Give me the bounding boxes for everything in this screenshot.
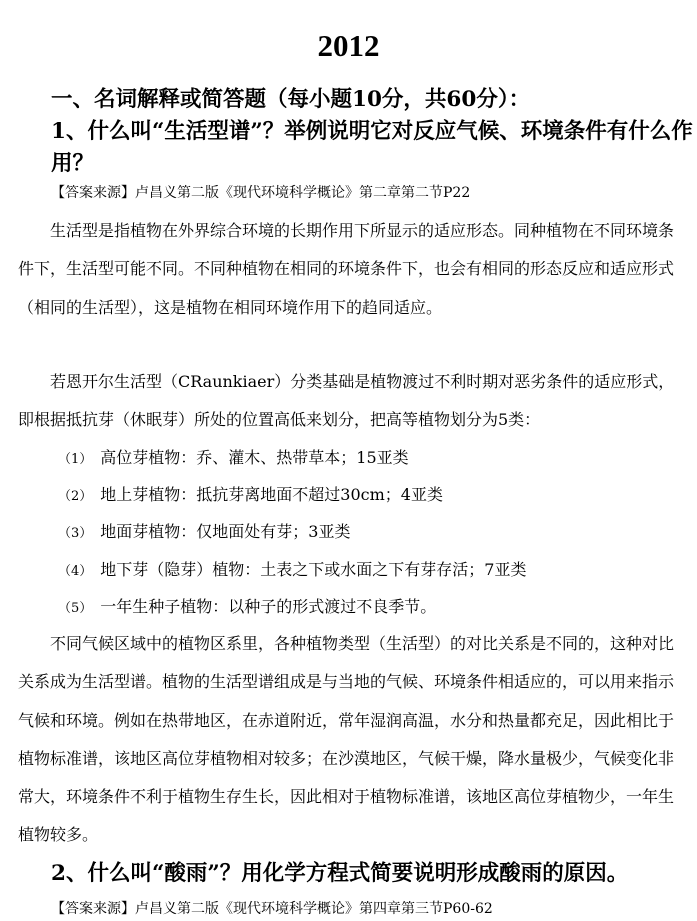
answer-paragraph-1: 生活型是指植物在外界综合环境的长期作用下所显示的适应形态。同种植物在不同环境条件下，生活型可能不同。不同种植物在相同的环境条件下，也会有相同的形态反应和适应形式（相同的生活型），这是植物在相同环境作用下的趋同适应。 — [18, 221, 675, 317]
list-item-number: （4） — [58, 564, 93, 579]
section-heading: 一、名词解释或简答题（每小题10分，共60分）： — [51, 87, 531, 112]
list-item — [58, 485, 443, 507]
list-item — [58, 597, 436, 619]
answer-paragraph-2: 若恩开尔生活型（CRaunkiaer）分类基础是植物渡过不利时期对恶劣条件的适应形式，即根据抵抗芽（休眠芽）所处的位置高低来划分，把高等植物划分为5类： — [18, 372, 675, 430]
list-item — [58, 448, 409, 470]
list-item — [58, 522, 350, 544]
list-item — [58, 560, 526, 582]
list-item-text: 地面芽植物：仅地面处有芽；3亚类 — [100, 522, 351, 541]
list-item-number: （3） — [58, 526, 93, 541]
year-heading: 2012 — [317, 28, 380, 63]
answer-paragraph-3: 不同气候区域中的植物区系里，各种植物类型（生活型）的对比关系是不同的，这种对比关系成为生活型谱。植物的生活型谱组成是与当地的气候、环境条件相适应的，可以用来指示气候和环境。例如在热带地区，在赤道附近，常年湿润高温，水分和热量都充足，因此相比于植物标准谱，该地区高位芽植物相对较多；在沙漠地区，气候干燥，降水量极少，气候变化非常大，环境条件不利于植物生存生长，因此相对于植物标准谱，该地区高位芽植物少，一年生植物较多。 — [18, 634, 675, 845]
question-2-title: 2、什么叫“酸雨”？用化学方程式简要说明形成酸雨的原因。 — [51, 861, 629, 886]
question-2-source: 【答案来源】卢昌义第二版《现代环境科学概论》第四章第三节P60-62 — [51, 901, 493, 917]
list-item-text: 地下芽（隐芽）植物：土表之下或水面之下有芽存活；7亚类 — [100, 560, 527, 579]
list-item-text: 地上芽植物：抵抗芽离地面不超过30cm；4亚类 — [100, 485, 443, 504]
list-item-number: （1） — [58, 452, 93, 467]
list-item-number: （5） — [58, 601, 93, 616]
list-item-text: 一年生种子植物：以种子的形式渡过不良季节。 — [100, 597, 437, 616]
question-1-source: 【答案来源】卢昌义第二版《现代环境科学概论》第二章第二节P22 — [51, 185, 471, 201]
list-item-number: （2） — [58, 489, 93, 504]
list-item-text: 高位芽植物：乔、灌木、热带草本；15亚类 — [100, 448, 409, 467]
question-1-title: 1、什么叫“生活型谱”？举例说明它对反应气候、环境条件有什么作用？ — [51, 119, 693, 176]
